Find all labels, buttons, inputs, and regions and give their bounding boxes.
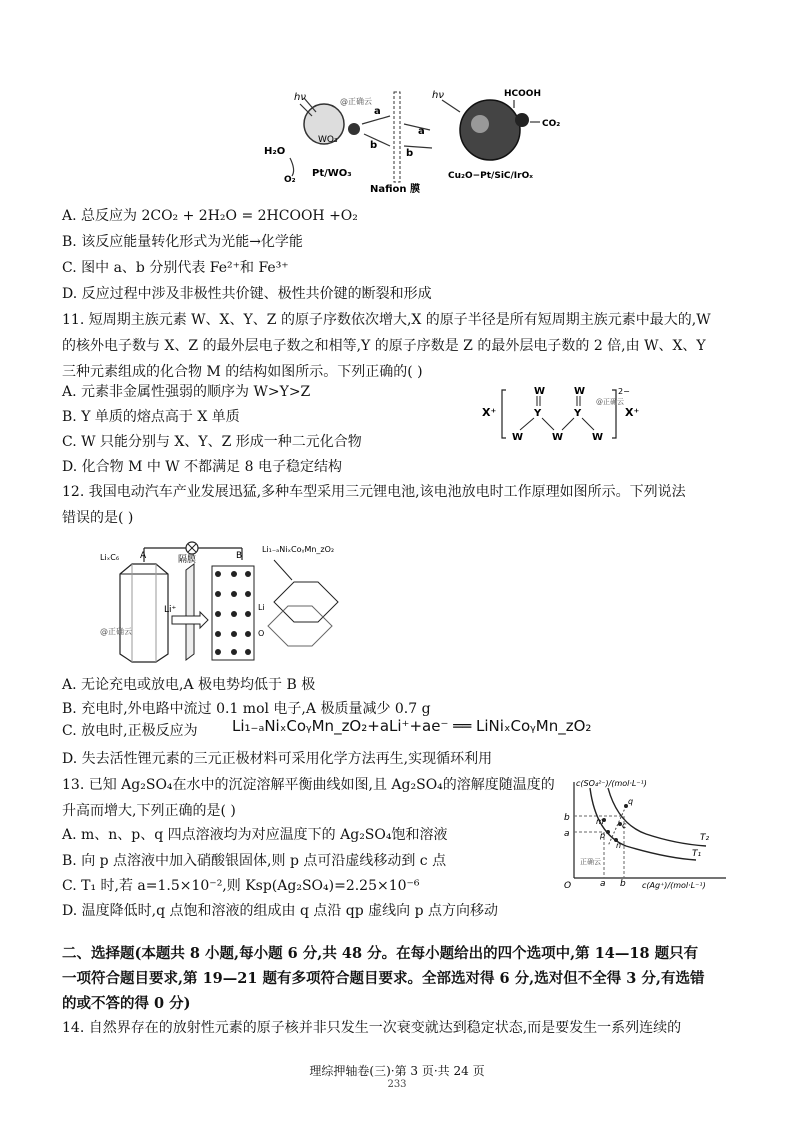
membrane-label: Nafion 膜: [370, 184, 420, 194]
watermark-fig3: @正确云: [100, 627, 132, 636]
q12-option-a: A. 无论充电或放电,A 极电势均低于 B 极: [62, 677, 316, 693]
o2-label: O₂: [284, 175, 296, 185]
figure-solubility-curve: [556, 774, 736, 892]
figure-battery: [96, 530, 376, 666]
q11-option-d: D. 化合物 M 中 W 不都满足 8 电子稳定结构: [62, 459, 342, 475]
hv-right: hν: [432, 90, 444, 101]
cu2o-particle: [460, 100, 520, 160]
bracket-left: [502, 390, 506, 438]
y-axis-label: c(SO₄²⁻)/(mol·L⁻¹): [576, 779, 647, 788]
charge-label: 2−: [618, 387, 630, 396]
tick-b: b: [564, 813, 570, 823]
li-ion-label: Li⁺: [164, 605, 177, 615]
q10-option-d: D. 反应过程中涉及非极性共价键、极性共价键的断裂和形成: [62, 286, 432, 302]
section2-instruction-2: 一项符合题目要求,第 19—21 题有多项符合题目要求。全部选对得 6 分,选对但不全得 3 分,有选错: [62, 970, 705, 987]
h2o-label: H₂O: [264, 146, 286, 157]
q12-formula: Li₁₋ₐNiₓCoᵧMn_zO₂+aLi⁺+ae⁻ ══ LiNiₓCoᵧMn_zO₂: [232, 717, 592, 735]
graphite-electrode: [120, 564, 168, 662]
q13-option-c: C. T₁ 时,若 a=1.5×10⁻²,则 Ksp(Ag₂SO₄)=2.25×10⁻⁶: [62, 878, 420, 894]
cathode-formula-label: Li₁₋ₐNiₓCoᵧMn_zO₂: [262, 545, 335, 554]
x-plus-right: X⁺: [625, 406, 640, 419]
q12-stem-2: 错误的是( ): [62, 510, 134, 526]
pointer-line: [274, 560, 292, 580]
pt-wo3-label: Pt/WO₃: [312, 168, 352, 179]
li-site-label: Li: [258, 603, 265, 612]
hexagonal-layer-top: [274, 582, 338, 622]
q13-stem-2: 升高而增大,下列正确的是( ): [62, 803, 236, 819]
q11-stem-2: 的核外电子数与 X、Z 的最外层电子数之和相等,Y 的原子序数是 Z 的最外层电子数的 2 倍,由 W、X、Y: [62, 338, 706, 354]
q11-stem-3: 三种元素组成的化合物 M 的结构如图所示。下列正确的( ): [62, 364, 423, 380]
section2-instruction-1: 二、选择题(本题共 8 小题,每小题 6 分,共 48 分。在每小题给出的四个选项中,第 14—18 题只有: [62, 945, 699, 962]
t1-label: T₁: [692, 849, 702, 859]
b-label-right: b: [406, 148, 414, 159]
q12-stem-1: 12. 我国电动汽车产业发展迅猛,多种车型采用三元锂电池,该电池放电时工作原理如图所示。下列说法: [62, 484, 686, 500]
origin-label: O: [564, 881, 572, 891]
a-label-left: a: [374, 106, 381, 117]
electrode-a-label: A: [140, 551, 147, 561]
arrow-a-left: [362, 116, 390, 124]
point-p: [606, 830, 610, 834]
co2-label: CO₂: [542, 119, 561, 129]
bond-3: [520, 418, 534, 430]
separator-label: 隔膜: [178, 555, 197, 565]
catalyst-label: Cu₂O−Pt/SiC/IrOₓ: [448, 171, 533, 181]
wo3-label: WO₃: [318, 135, 338, 145]
x-axis-label: c(Ag⁺)/(mol·L⁻¹): [642, 881, 706, 890]
label-n: n: [616, 841, 622, 850]
tick-a: a: [564, 829, 570, 839]
page-number: 233: [387, 1079, 407, 1090]
curve-t2: [608, 788, 706, 846]
atom-w-bottom-1: W: [512, 432, 524, 443]
curve-t1: [590, 788, 696, 860]
q12-option-b: B. 充电时,外电路中流过 0.1 mol 电子,A 极质量减少 0.7 g: [62, 701, 431, 717]
q14-stem: 14. 自然界存在的放射性元素的原子核并非只发生一次衰变就达到稳定状态,而是要发生一系列连续的: [62, 1020, 682, 1036]
light-ray-right: [442, 100, 460, 112]
electrode-b-label: B: [236, 551, 243, 561]
label-m: m: [596, 817, 604, 826]
q10-option-a: A. 总反应为 2CO₂ + 2H₂O = 2HCOOH +O₂: [62, 208, 358, 224]
section2-instruction-3: 的或不答的得 0 分): [62, 995, 191, 1012]
atom-w-top-2: W: [574, 386, 586, 397]
q11-option-a: A. 元素非金属性强弱的顺序为 W>Y>Z: [62, 384, 311, 400]
hv-left: hν: [294, 92, 306, 103]
q11-option-b: B. Y 单质的熔点高于 X 单质: [62, 409, 240, 425]
a-label-right: a: [418, 126, 425, 137]
q13-option-d: D. 温度降低时,q 点饱和溶液的组成由 q 点沿 qp 虚线向 p 点方向移动: [62, 903, 499, 919]
bond-6: [582, 418, 594, 430]
t2-label: T₂: [700, 833, 710, 843]
q11-stem-1: 11. 短周期主族元素 W、X、Y、Z 的原子序数依次增大,X 的原子半径是所有短周期主族元素中最大的,W: [62, 312, 711, 328]
atom-y-2: Y: [574, 408, 582, 419]
figure-photocatalysis: [252, 84, 572, 194]
q10-option-b: B. 该反应能量转化形式为光能→化学能: [62, 234, 303, 250]
nafion-membrane: [394, 92, 400, 182]
label-p: p: [600, 831, 606, 840]
h2o-to-o2-arrow: [290, 158, 294, 176]
anode-label: LiₓC₆: [100, 553, 120, 562]
tick-b-x: b: [620, 879, 626, 889]
pt-particle: [348, 123, 360, 135]
q12-option-c: C. 放电时,正极反应为: [62, 723, 198, 739]
tick-a-x: a: [600, 879, 606, 889]
x-plus-left: X⁺: [482, 406, 497, 419]
q12-option-d: D. 失去活性锂元素的三元正极材料可采用化学方法再生,实现循环利用: [62, 751, 493, 767]
atom-w-top-1: W: [534, 386, 546, 397]
watermark-fig4: 正确云: [580, 858, 601, 866]
q13-stem-1: 13. 已知 Ag₂SO₄在水中的沉淀溶解平衡曲线如图,且 Ag₂SO₄的溶解度随温度的: [62, 777, 555, 793]
watermark-fig2: @正确云: [596, 398, 624, 406]
atom-w-bottom-3: W: [592, 432, 604, 443]
q13-option-a: A. m、n、p、q 四点溶液均为对应温度下的 Ag₂SO₄饱和溶液: [62, 827, 448, 843]
bond-5: [562, 418, 574, 430]
sic-core: [471, 115, 489, 133]
atom-w-bottom-2: W: [552, 432, 564, 443]
separator: [186, 564, 194, 660]
label-q: q: [628, 797, 634, 806]
watermark-fig1: @正确云: [340, 97, 372, 106]
b-label-left: b: [370, 140, 378, 151]
q11-option-c: C. W 只能分别与 X、Y、Z 形成一种二元化合物: [62, 434, 362, 450]
bond-4: [542, 418, 554, 430]
arrow-a-right: [404, 124, 430, 130]
atom-y-1: Y: [534, 408, 542, 419]
hcooh-label: HCOOH: [504, 89, 541, 99]
iro-particle: [515, 113, 529, 127]
q13-option-b: B. 向 p 点溶液中加入硝酸银固体,则 p 点可沿虚线移动到 c 点: [62, 853, 447, 869]
q10-option-c: C. 图中 a、b 分别代表 Fe²⁺和 Fe³⁺: [62, 260, 289, 276]
label-c: c: [622, 821, 627, 830]
page-footer: 理综押轴卷(三)·第 3 页·共 24 页: [309, 1064, 485, 1078]
figure-structure-m: [478, 382, 648, 444]
o-site-label: O: [258, 629, 265, 638]
